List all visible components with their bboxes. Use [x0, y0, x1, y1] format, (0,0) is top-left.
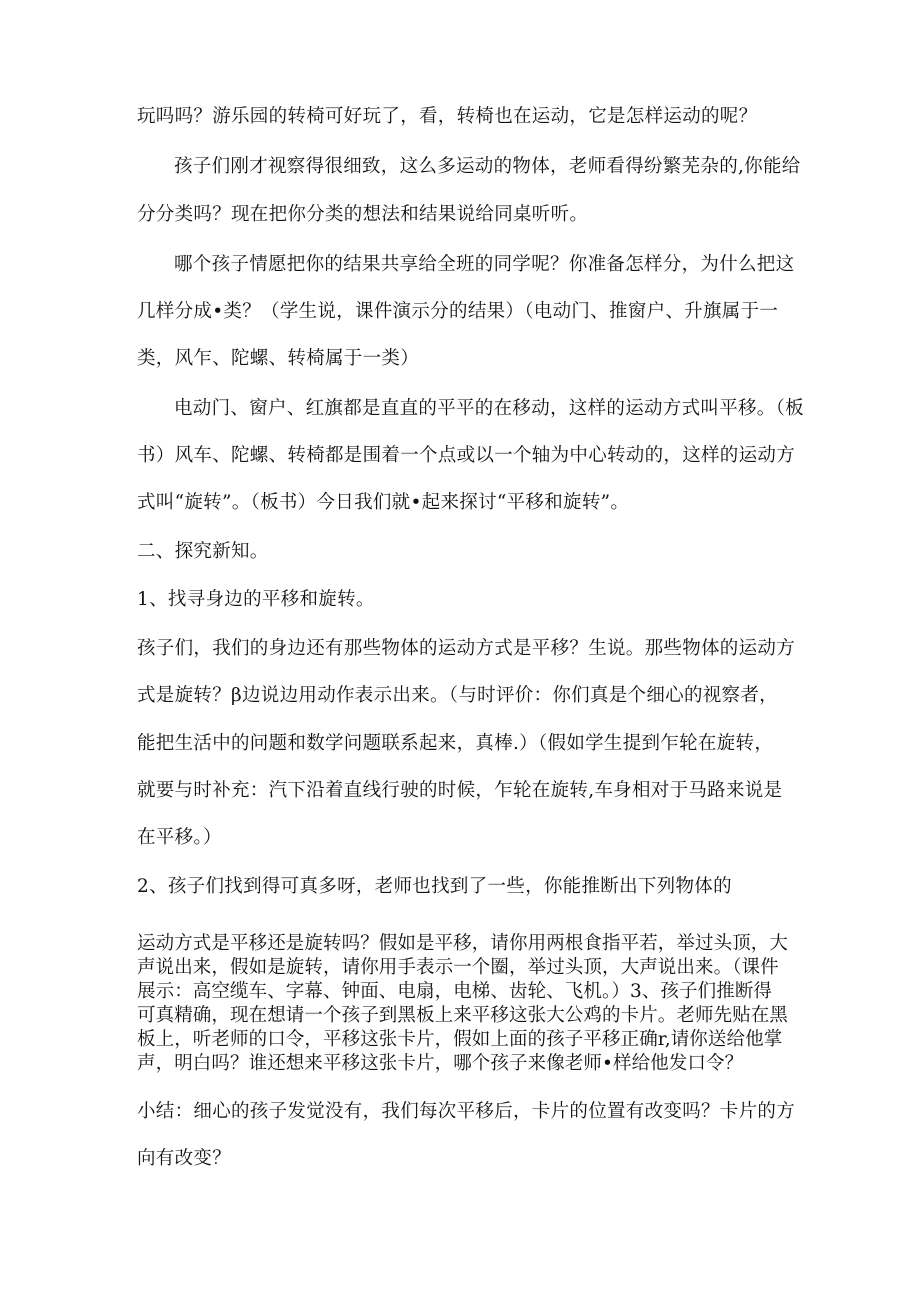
text-line: 展示：高空缆车、字幕、钟面、电扇，电梯、齿轮、飞机。）3、孩子们推断得: [137, 981, 773, 1002]
text-line: 哪个孩子情愿把你的结果共享给全班的同学呢？你准备怎样分，为什么把这: [174, 254, 795, 275]
text-line: 在平移。）: [137, 827, 222, 848]
summary-line: 小结：细心的孩子发觉没有，我们每次平移后，卡片的位置有改变吗？卡片的方: [137, 1101, 796, 1122]
text-line: 式是旋转？β边说边用动作表示出来。（与时评价：你们真是个细心的视察者，: [137, 685, 778, 706]
subsection-heading: 1、找寻身边的平移和旋转。: [137, 589, 375, 610]
text-line: 可真精确，现在想请一个孩子到黑板上来平移这张大公鸡的卡片。老师先贴在黑: [137, 1005, 789, 1026]
text-line: 声，明白吗？谁还想来平移这张卡片，哪个孩子来像老师•样给他发口令？: [137, 1053, 744, 1074]
text-line: 就要与时补充：汽下沿着直线行驶的时候，乍轮在旋转,车身相对于马路来说是: [137, 780, 783, 801]
text-line: 电动门、窗户、红旗都是直直的平平的在移动，这样的运动方式叫平移。（板: [174, 398, 804, 419]
text-line: 2、孩子们找到得可真多呀，老师也找到了一些，你能推断出下列物体的: [137, 876, 732, 897]
text-line: 声说出来，假如是旋转，请你用手表示一个圈，举过头顶，大声说出来。（课件: [137, 957, 779, 978]
text-line: 板上，听老师的口令，平移这张卡片，假如上面的孩子平移正确r,请你送给他掌: [137, 1029, 783, 1050]
section-heading: 二、探究新知。: [137, 541, 269, 562]
text-line: 分分类吗？现在把你分类的想法和结果说给同桌听听。: [137, 204, 589, 225]
summary-line: 向有改变？: [137, 1148, 232, 1169]
text-line: 书）风车、陀螺、转椅都是围着一个点或以一个轴为中心转动的，这样的运动方: [137, 445, 796, 466]
text-line: 类，风乍、陀螺、转椅属于一类）: [137, 348, 420, 369]
text-line: 孩子们刚才视察得很细致，这么多运动的物体，老师看得纷繁芜杂的,你能给: [174, 156, 801, 177]
text-line: 运动方式是平移还是旋转吗？假如是平移，请你用两根食指平若，举过头顶，大: [137, 933, 789, 954]
text-line: 能把生活中的问题和数学问题联系起来，真棒.）（假如学生提到乍轮在旋转，: [137, 733, 774, 754]
text-line: 玩吗吗？游乐园的转椅可好玩了，看，转椅也在运动，它是怎样运动的呢？: [137, 106, 758, 127]
text-line: 几样分成•类？（学生说，课件演示分的结果）（电动门、推窗户、升旗属于一: [137, 301, 779, 322]
text-line: 式叫“旋转”。（板书）今日我们就•起来探讨“平移和旋转”。: [137, 492, 630, 513]
text-line: 孩子们，我们的身边还有那些物体的运动方式是平移？生说。那些物体的运动方: [137, 638, 796, 659]
